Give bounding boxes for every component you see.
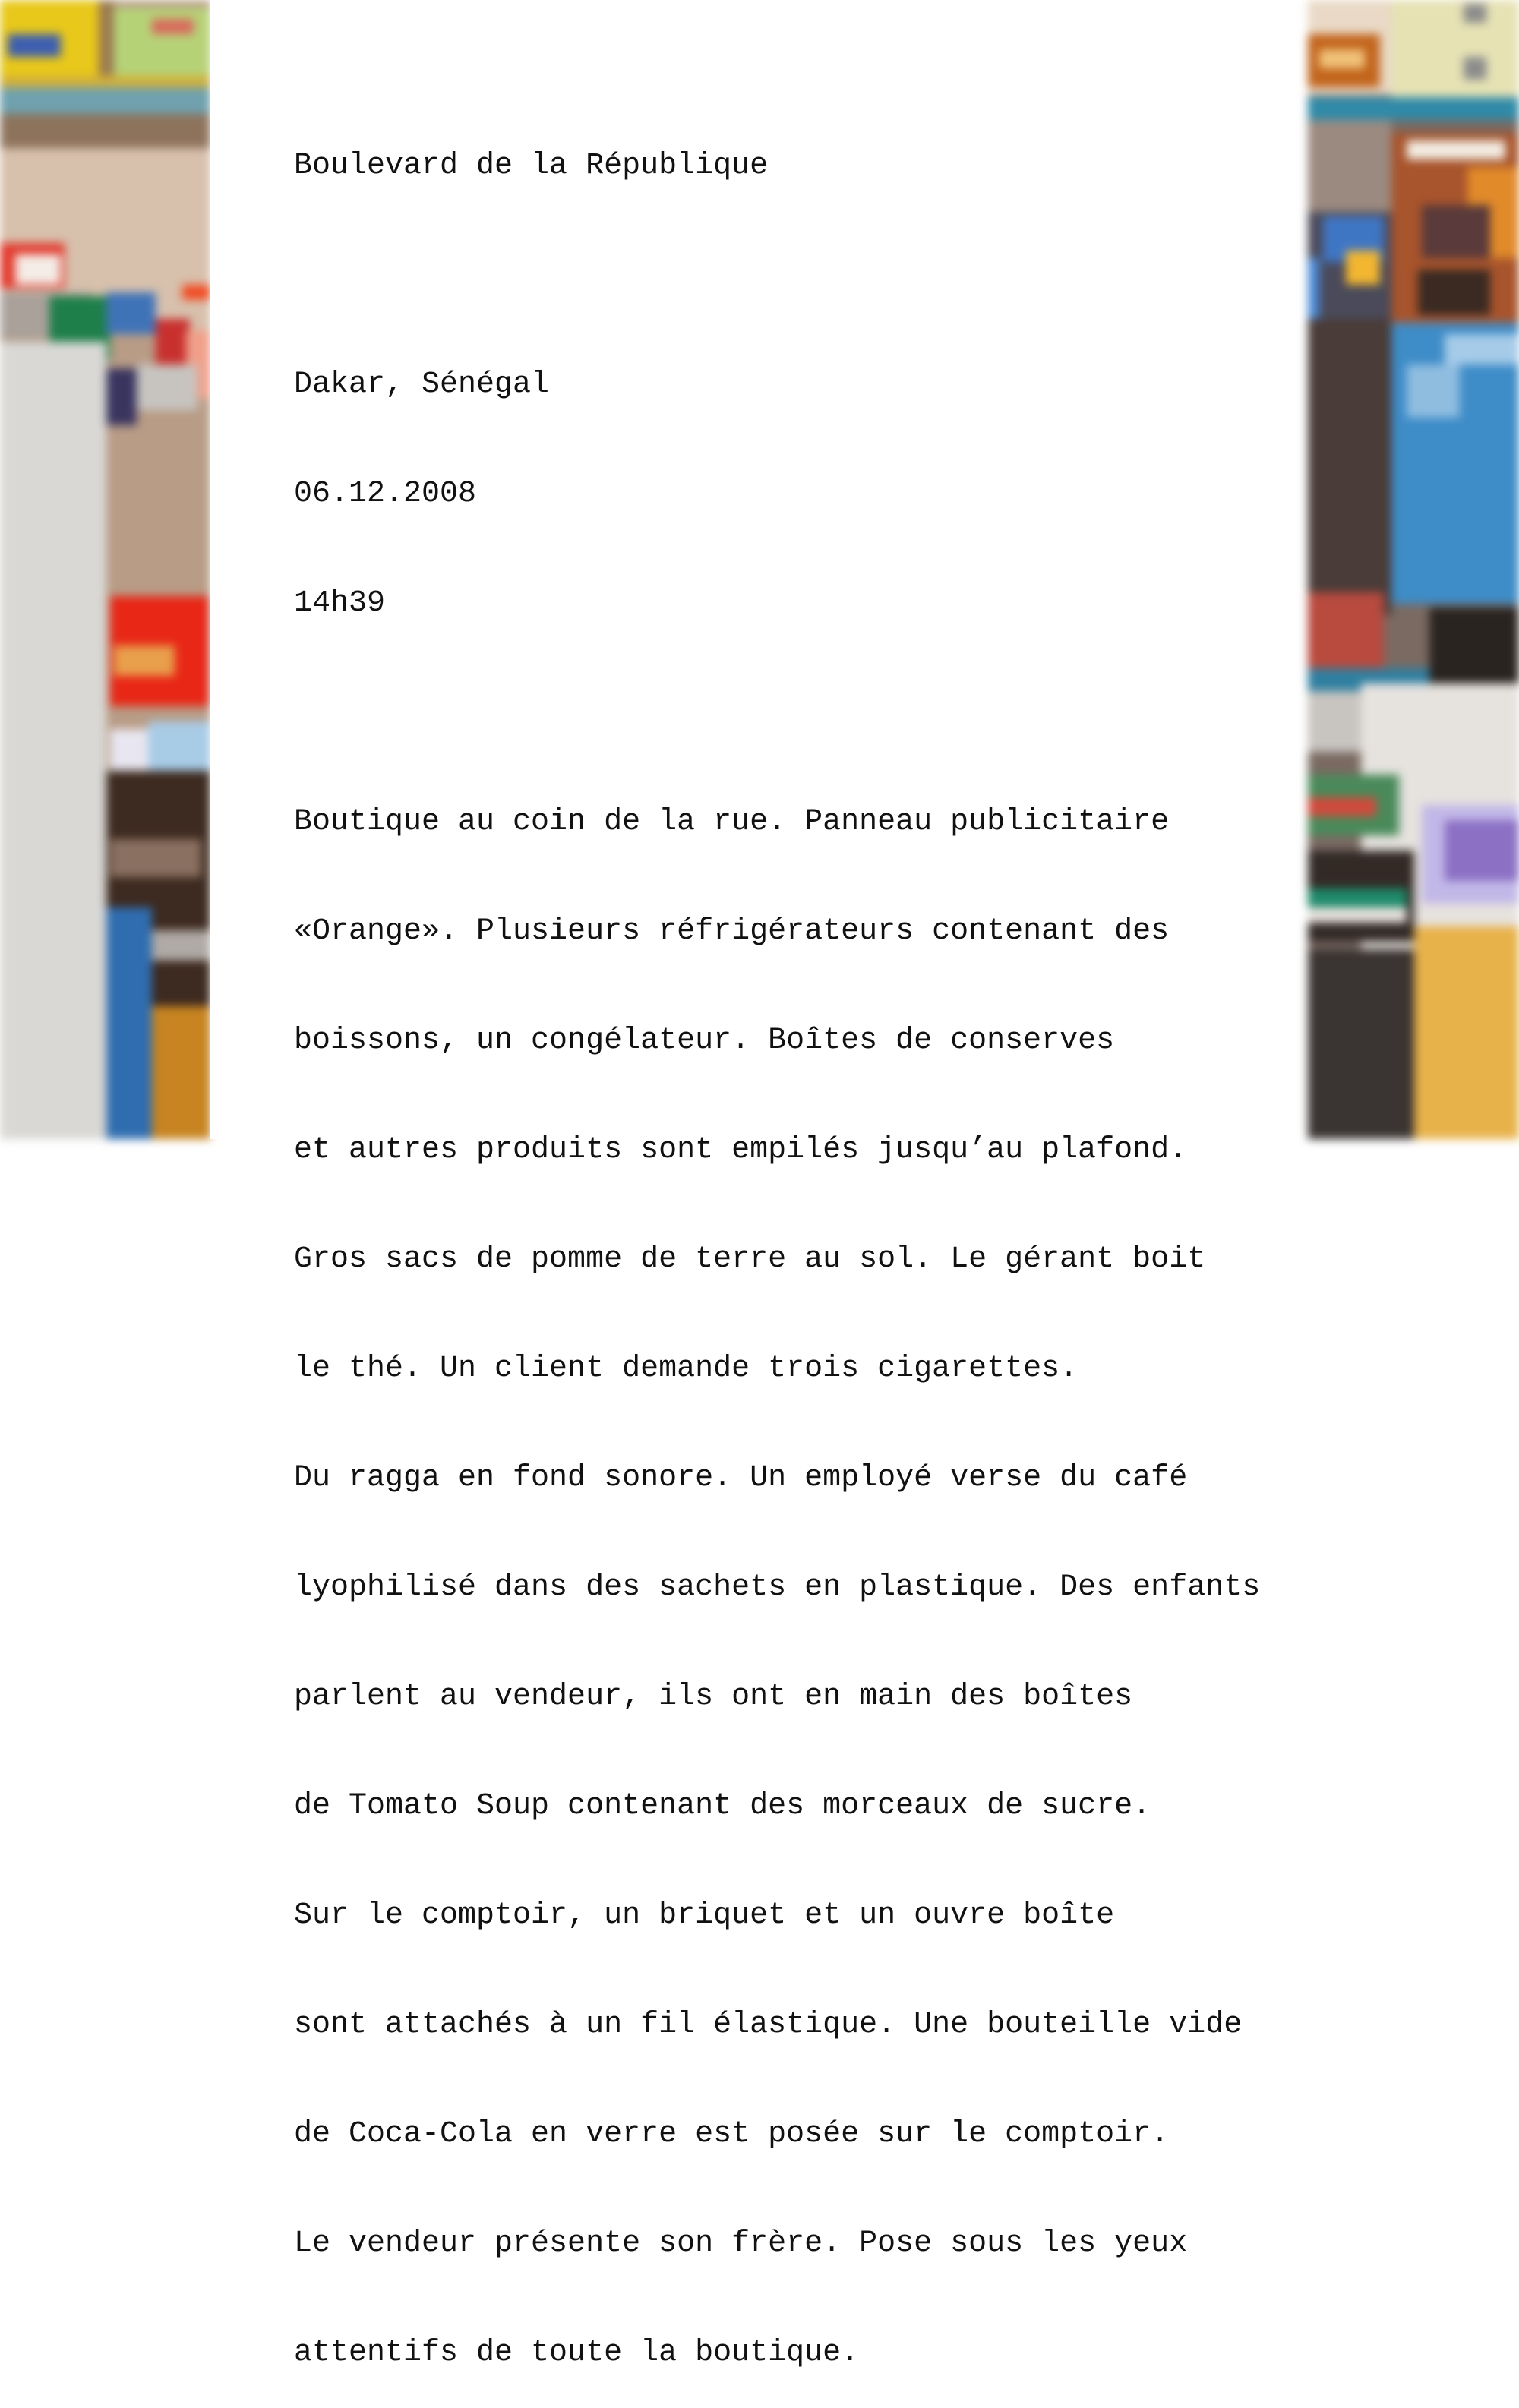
body-line: parlent au vendeur, ils ont en main des boîtes [294, 1680, 1133, 1714]
heading: Boulevard de la République [294, 149, 769, 183]
body-line: Sur le comptoir, un briquet et un ouvre boîte [294, 1898, 1115, 1933]
document-text [294, 75, 1260, 2408]
body-line: de Tomato Soup contenant des morceaux de sucre. [294, 1789, 1151, 1823]
body-line: et autres produits sont empilés jusqu’au plafond. [294, 1133, 1188, 1167]
body-line: le thé. Un client demande trois cigarettes. [294, 1352, 1078, 1386]
body-line: sont attachés à un fil élastique. Une bouteille vide [294, 2008, 1243, 2042]
location: Dakar, Sénégal [294, 368, 550, 402]
body-line: Gros sacs de pomme de terre au sol. Le gérant boit [294, 1242, 1206, 1277]
body-line: Boutique au coin de la rue. Panneau publicitaire [294, 805, 1170, 839]
date: 06.12.2008 [294, 477, 477, 511]
left-photo [0, 0, 210, 1139]
body-line: boissons, un congélateur. Boîtes de conserves [294, 1024, 1115, 1058]
body-line: lyophilisé dans des sachets en plastique. Des enfants [294, 1570, 1261, 1605]
body-line: Le vendeur présente son frère. Pose sous les yeux [294, 2227, 1188, 2261]
body-line: attentifs de toute la boutique. [294, 2336, 860, 2370]
spacer [294, 257, 1260, 294]
time: 14h39 [294, 586, 386, 620]
spacer [294, 695, 1260, 731]
right-photo-panel [1308, 0, 1519, 1139]
body-line: «Orange». Plusieurs réfrigérateurs contenant des [294, 914, 1170, 948]
right-photo [1308, 0, 1519, 1139]
left-photo-panel [0, 0, 210, 1139]
body-line: de Coca-Cola en verre est posée sur le comptoir. [294, 2117, 1170, 2151]
body-line: Du ragga en fond sonore. Un employé verse du café [294, 1461, 1188, 1495]
